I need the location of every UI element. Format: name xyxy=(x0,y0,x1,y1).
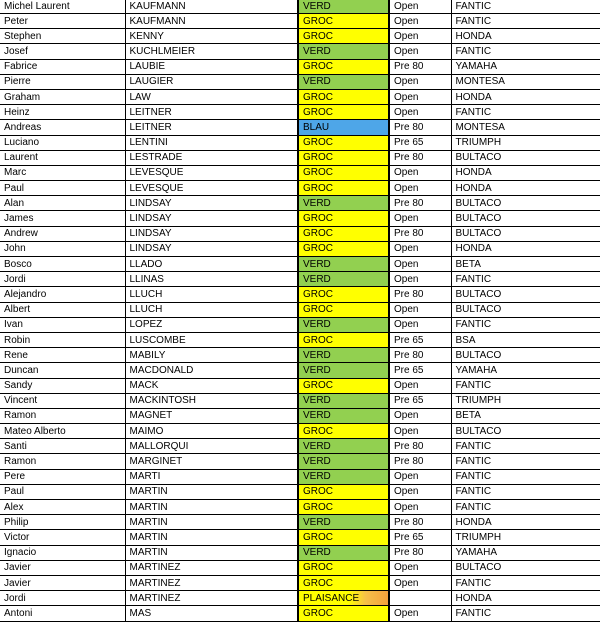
category-cell: GROC xyxy=(298,530,389,545)
first-name-cell: Victor xyxy=(0,530,125,545)
last-name-cell: MARTIN xyxy=(125,545,298,560)
brand-cell: FANTIC xyxy=(451,14,600,29)
brand-cell: TRIUMPH xyxy=(451,135,600,150)
category-cell: GROC xyxy=(298,89,389,104)
brand-cell: YAMAHA xyxy=(451,363,600,378)
class-cell: Open xyxy=(389,560,451,575)
table-row xyxy=(0,408,600,423)
brand-cell: FANTIC xyxy=(451,44,600,59)
class-cell: Open xyxy=(389,606,451,621)
brand-cell: HONDA xyxy=(451,181,600,196)
table-row xyxy=(0,211,600,226)
brand-cell: TRIUMPH xyxy=(451,530,600,545)
class-cell: Pre 80 xyxy=(389,545,451,560)
brand-cell: BSA xyxy=(451,332,600,347)
first-name-cell: Ivan xyxy=(0,317,125,332)
category-cell: PLAISANCE xyxy=(298,591,389,606)
brand-cell: FANTIC xyxy=(451,439,600,454)
brand-cell: BULTACO xyxy=(451,424,600,439)
class-cell: Open xyxy=(389,74,451,89)
last-name-cell: MARTIN xyxy=(125,500,298,515)
first-name-cell: Michel Laurent xyxy=(0,0,125,14)
first-name-cell: Bosco xyxy=(0,257,125,272)
table-row xyxy=(0,575,600,590)
class-cell: Pre 65 xyxy=(389,530,451,545)
category-cell: VERD xyxy=(298,545,389,560)
category-cell: GROC xyxy=(298,135,389,150)
table-row xyxy=(0,120,600,135)
table-row xyxy=(0,378,600,393)
last-name-cell: MARTIN xyxy=(125,530,298,545)
last-name-cell: LEITNER xyxy=(125,105,298,120)
first-name-cell: Pierre xyxy=(0,74,125,89)
category-cell: VERD xyxy=(298,74,389,89)
class-cell: Open xyxy=(389,424,451,439)
first-name-cell: James xyxy=(0,211,125,226)
class-cell: Open xyxy=(389,272,451,287)
first-name-cell: Marc xyxy=(0,165,125,180)
first-name-cell: Andrew xyxy=(0,226,125,241)
class-cell: Pre 65 xyxy=(389,332,451,347)
category-cell: GROC xyxy=(298,575,389,590)
table-row xyxy=(0,105,600,120)
class-cell: Open xyxy=(389,105,451,120)
table-row xyxy=(0,348,600,363)
class-cell: Open xyxy=(389,484,451,499)
category-cell: GROC xyxy=(298,165,389,180)
first-name-cell: Heinz xyxy=(0,105,125,120)
first-name-cell: Jordi xyxy=(0,272,125,287)
first-name-cell: John xyxy=(0,241,125,256)
last-name-cell: LINDSAY xyxy=(125,196,298,211)
last-name-cell: KAUFMANN xyxy=(125,0,298,14)
class-cell: Open xyxy=(389,44,451,59)
brand-cell: FANTIC xyxy=(451,484,600,499)
brand-cell: BULTACO xyxy=(451,287,600,302)
brand-cell: FANTIC xyxy=(451,454,600,469)
category-cell: GROC xyxy=(298,211,389,226)
brand-cell: BULTACO xyxy=(451,150,600,165)
first-name-cell: Paul xyxy=(0,181,125,196)
brand-cell: BETA xyxy=(451,408,600,423)
last-name-cell: KUCHLMEIER xyxy=(125,44,298,59)
category-cell: VERD xyxy=(298,408,389,423)
first-name-cell: Alejandro xyxy=(0,287,125,302)
first-name-cell: Mateo Alberto xyxy=(0,424,125,439)
class-cell: Open xyxy=(389,469,451,484)
last-name-cell: LLINAS xyxy=(125,272,298,287)
class-cell: Open xyxy=(389,0,451,14)
table-row xyxy=(0,0,600,14)
last-name-cell: LLUCH xyxy=(125,287,298,302)
category-cell: GROC xyxy=(298,226,389,241)
last-name-cell: KENNY xyxy=(125,29,298,44)
category-cell: GROC xyxy=(298,424,389,439)
last-name-cell: MARTINEZ xyxy=(125,591,298,606)
class-cell: Open xyxy=(389,317,451,332)
table-row xyxy=(0,515,600,530)
last-name-cell: MARTI xyxy=(125,469,298,484)
brand-cell: HONDA xyxy=(451,29,600,44)
class-cell: Open xyxy=(389,302,451,317)
last-name-cell: MACDONALD xyxy=(125,363,298,378)
category-cell: GROC xyxy=(298,59,389,74)
class-cell: Open xyxy=(389,211,451,226)
first-name-cell: Graham xyxy=(0,89,125,104)
category-cell: VERD xyxy=(298,393,389,408)
last-name-cell: MABILY xyxy=(125,348,298,363)
table-row xyxy=(0,424,600,439)
brand-cell: FANTIC xyxy=(451,0,600,14)
first-name-cell: Ramon xyxy=(0,454,125,469)
category-cell: GROC xyxy=(298,241,389,256)
brand-cell: FANTIC xyxy=(451,500,600,515)
category-cell: VERD xyxy=(298,469,389,484)
category-cell: GROC xyxy=(298,287,389,302)
first-name-cell: Pere xyxy=(0,469,125,484)
category-cell: GROC xyxy=(298,302,389,317)
category-cell: GROC xyxy=(298,14,389,29)
last-name-cell: LAW xyxy=(125,89,298,104)
brand-cell: FANTIC xyxy=(451,606,600,621)
first-name-cell: Robin xyxy=(0,332,125,347)
class-cell: Pre 65 xyxy=(389,135,451,150)
category-cell: BLAU xyxy=(298,120,389,135)
last-name-cell: LEVESQUE xyxy=(125,181,298,196)
brand-cell: BULTACO xyxy=(451,211,600,226)
category-cell: VERD xyxy=(298,454,389,469)
category-cell: VERD xyxy=(298,363,389,378)
class-cell: Pre 80 xyxy=(389,150,451,165)
first-name-cell: Javier xyxy=(0,575,125,590)
category-cell: VERD xyxy=(298,439,389,454)
table-row xyxy=(0,530,600,545)
category-cell: VERD xyxy=(298,348,389,363)
class-cell: Pre 80 xyxy=(389,515,451,530)
first-name-cell: Duncan xyxy=(0,363,125,378)
class-cell: Pre 80 xyxy=(389,59,451,74)
first-name-cell: Andreas xyxy=(0,120,125,135)
first-name-cell: Albert xyxy=(0,302,125,317)
category-cell: GROC xyxy=(298,500,389,515)
class-cell: Pre 80 xyxy=(389,120,451,135)
category-cell: VERD xyxy=(298,272,389,287)
last-name-cell: MAS xyxy=(125,606,298,621)
class-cell: Open xyxy=(389,89,451,104)
brand-cell: BULTACO xyxy=(451,560,600,575)
table-row xyxy=(0,332,600,347)
class-cell: Pre 65 xyxy=(389,363,451,378)
table-row xyxy=(0,302,600,317)
first-name-cell: Stephen xyxy=(0,29,125,44)
table-row xyxy=(0,14,600,29)
brand-cell: BULTACO xyxy=(451,348,600,363)
class-cell: Open xyxy=(389,181,451,196)
brand-cell: FANTIC xyxy=(451,378,600,393)
class-cell: Open xyxy=(389,500,451,515)
first-name-cell: Javier xyxy=(0,560,125,575)
brand-cell: FANTIC xyxy=(451,317,600,332)
brand-cell: HONDA xyxy=(451,241,600,256)
brand-cell: FANTIC xyxy=(451,575,600,590)
category-cell: GROC xyxy=(298,606,389,621)
first-name-cell: Peter xyxy=(0,14,125,29)
first-name-cell: Fabrice xyxy=(0,59,125,74)
class-cell: Open xyxy=(389,165,451,180)
brand-cell: YAMAHA xyxy=(451,545,600,560)
class-cell: Open xyxy=(389,408,451,423)
table-row xyxy=(0,181,600,196)
class-cell: Pre 80 xyxy=(389,454,451,469)
table-row xyxy=(0,500,600,515)
table-row xyxy=(0,545,600,560)
last-name-cell: MARTIN xyxy=(125,484,298,499)
brand-cell: BULTACO xyxy=(451,302,600,317)
brand-cell: BETA xyxy=(451,257,600,272)
last-name-cell: MARGINET xyxy=(125,454,298,469)
last-name-cell: LINDSAY xyxy=(125,226,298,241)
table-row xyxy=(0,29,600,44)
class-cell: Pre 80 xyxy=(389,287,451,302)
table-row xyxy=(0,272,600,287)
first-name-cell: Paul xyxy=(0,484,125,499)
table-row xyxy=(0,226,600,241)
last-name-cell: LLADO xyxy=(125,257,298,272)
table-row xyxy=(0,165,600,180)
last-name-cell: MACK xyxy=(125,378,298,393)
brand-cell: YAMAHA xyxy=(451,59,600,74)
brand-cell: MONTESA xyxy=(451,120,600,135)
first-name-cell: Vincent xyxy=(0,393,125,408)
class-cell xyxy=(389,591,451,606)
category-cell: VERD xyxy=(298,257,389,272)
table-row xyxy=(0,59,600,74)
class-cell: Open xyxy=(389,241,451,256)
first-name-cell: Josef xyxy=(0,44,125,59)
class-cell: Open xyxy=(389,257,451,272)
table-row xyxy=(0,257,600,272)
class-cell: Open xyxy=(389,14,451,29)
category-cell: GROC xyxy=(298,484,389,499)
category-cell: GROC xyxy=(298,105,389,120)
table-row xyxy=(0,484,600,499)
table-row xyxy=(0,317,600,332)
table-row xyxy=(0,89,600,104)
category-cell: VERD xyxy=(298,317,389,332)
brand-cell: MONTESA xyxy=(451,74,600,89)
table-row xyxy=(0,135,600,150)
class-cell: Pre 80 xyxy=(389,226,451,241)
category-cell: VERD xyxy=(298,196,389,211)
brand-cell: FANTIC xyxy=(451,272,600,287)
last-name-cell: LOPEZ xyxy=(125,317,298,332)
last-name-cell: MARTINEZ xyxy=(125,575,298,590)
class-cell: Pre 80 xyxy=(389,196,451,211)
last-name-cell: LAUGIER xyxy=(125,74,298,89)
brand-cell: FANTIC xyxy=(451,105,600,120)
table-row xyxy=(0,287,600,302)
table-row xyxy=(0,74,600,89)
category-cell: VERD xyxy=(298,44,389,59)
last-name-cell: LAUBIE xyxy=(125,59,298,74)
category-cell: GROC xyxy=(298,29,389,44)
first-name-cell: Santi xyxy=(0,439,125,454)
table-row xyxy=(0,44,600,59)
last-name-cell: MARTIN xyxy=(125,515,298,530)
last-name-cell: KAUFMANN xyxy=(125,14,298,29)
last-name-cell: LINDSAY xyxy=(125,241,298,256)
table-row xyxy=(0,196,600,211)
category-cell: VERD xyxy=(298,515,389,530)
last-name-cell: LEVESQUE xyxy=(125,165,298,180)
last-name-cell: LENTINI xyxy=(125,135,298,150)
class-cell: Pre 80 xyxy=(389,439,451,454)
last-name-cell: MAIMO xyxy=(125,424,298,439)
brand-cell: BULTACO xyxy=(451,226,600,241)
first-name-cell: Ignacio xyxy=(0,545,125,560)
last-name-cell: MARTINEZ xyxy=(125,560,298,575)
last-name-cell: MALLORQUI xyxy=(125,439,298,454)
table-row xyxy=(0,439,600,454)
table-row xyxy=(0,560,600,575)
table-row xyxy=(0,363,600,378)
brand-cell: HONDA xyxy=(451,89,600,104)
table-row xyxy=(0,469,600,484)
last-name-cell: LEITNER xyxy=(125,120,298,135)
first-name-cell: Sandy xyxy=(0,378,125,393)
brand-cell: TRIUMPH xyxy=(451,393,600,408)
first-name-cell: Ramon xyxy=(0,408,125,423)
category-cell: GROC xyxy=(298,332,389,347)
category-cell: VERD xyxy=(298,0,389,14)
category-cell: GROC xyxy=(298,181,389,196)
brand-cell: HONDA xyxy=(451,165,600,180)
first-name-cell: Jordi xyxy=(0,591,125,606)
table-row xyxy=(0,150,600,165)
first-name-cell: Alan xyxy=(0,196,125,211)
class-cell: Open xyxy=(389,378,451,393)
class-cell: Open xyxy=(389,575,451,590)
class-cell: Open xyxy=(389,29,451,44)
table-row xyxy=(0,393,600,408)
table-row xyxy=(0,241,600,256)
category-cell: GROC xyxy=(298,560,389,575)
table-row xyxy=(0,606,600,621)
first-name-cell: Rene xyxy=(0,348,125,363)
first-name-cell: Laurent xyxy=(0,150,125,165)
brand-cell: HONDA xyxy=(451,591,600,606)
last-name-cell: LLUCH xyxy=(125,302,298,317)
last-name-cell: LINDSAY xyxy=(125,211,298,226)
brand-cell: FANTIC xyxy=(451,469,600,484)
last-name-cell: LUSCOMBE xyxy=(125,332,298,347)
table-row xyxy=(0,454,600,469)
brand-cell: BULTACO xyxy=(451,196,600,211)
first-name-cell: Philip xyxy=(0,515,125,530)
table-row xyxy=(0,591,600,606)
class-cell: Pre 65 xyxy=(389,393,451,408)
last-name-cell: LESTRADE xyxy=(125,150,298,165)
category-cell: GROC xyxy=(298,378,389,393)
brand-cell: HONDA xyxy=(451,515,600,530)
last-name-cell: MACKINTOSH xyxy=(125,393,298,408)
first-name-cell: Alex xyxy=(0,500,125,515)
last-name-cell: MAGNET xyxy=(125,408,298,423)
first-name-cell: Antoni xyxy=(0,606,125,621)
class-cell: Pre 80 xyxy=(389,348,451,363)
category-cell: GROC xyxy=(298,150,389,165)
first-name-cell: Luciano xyxy=(0,135,125,150)
